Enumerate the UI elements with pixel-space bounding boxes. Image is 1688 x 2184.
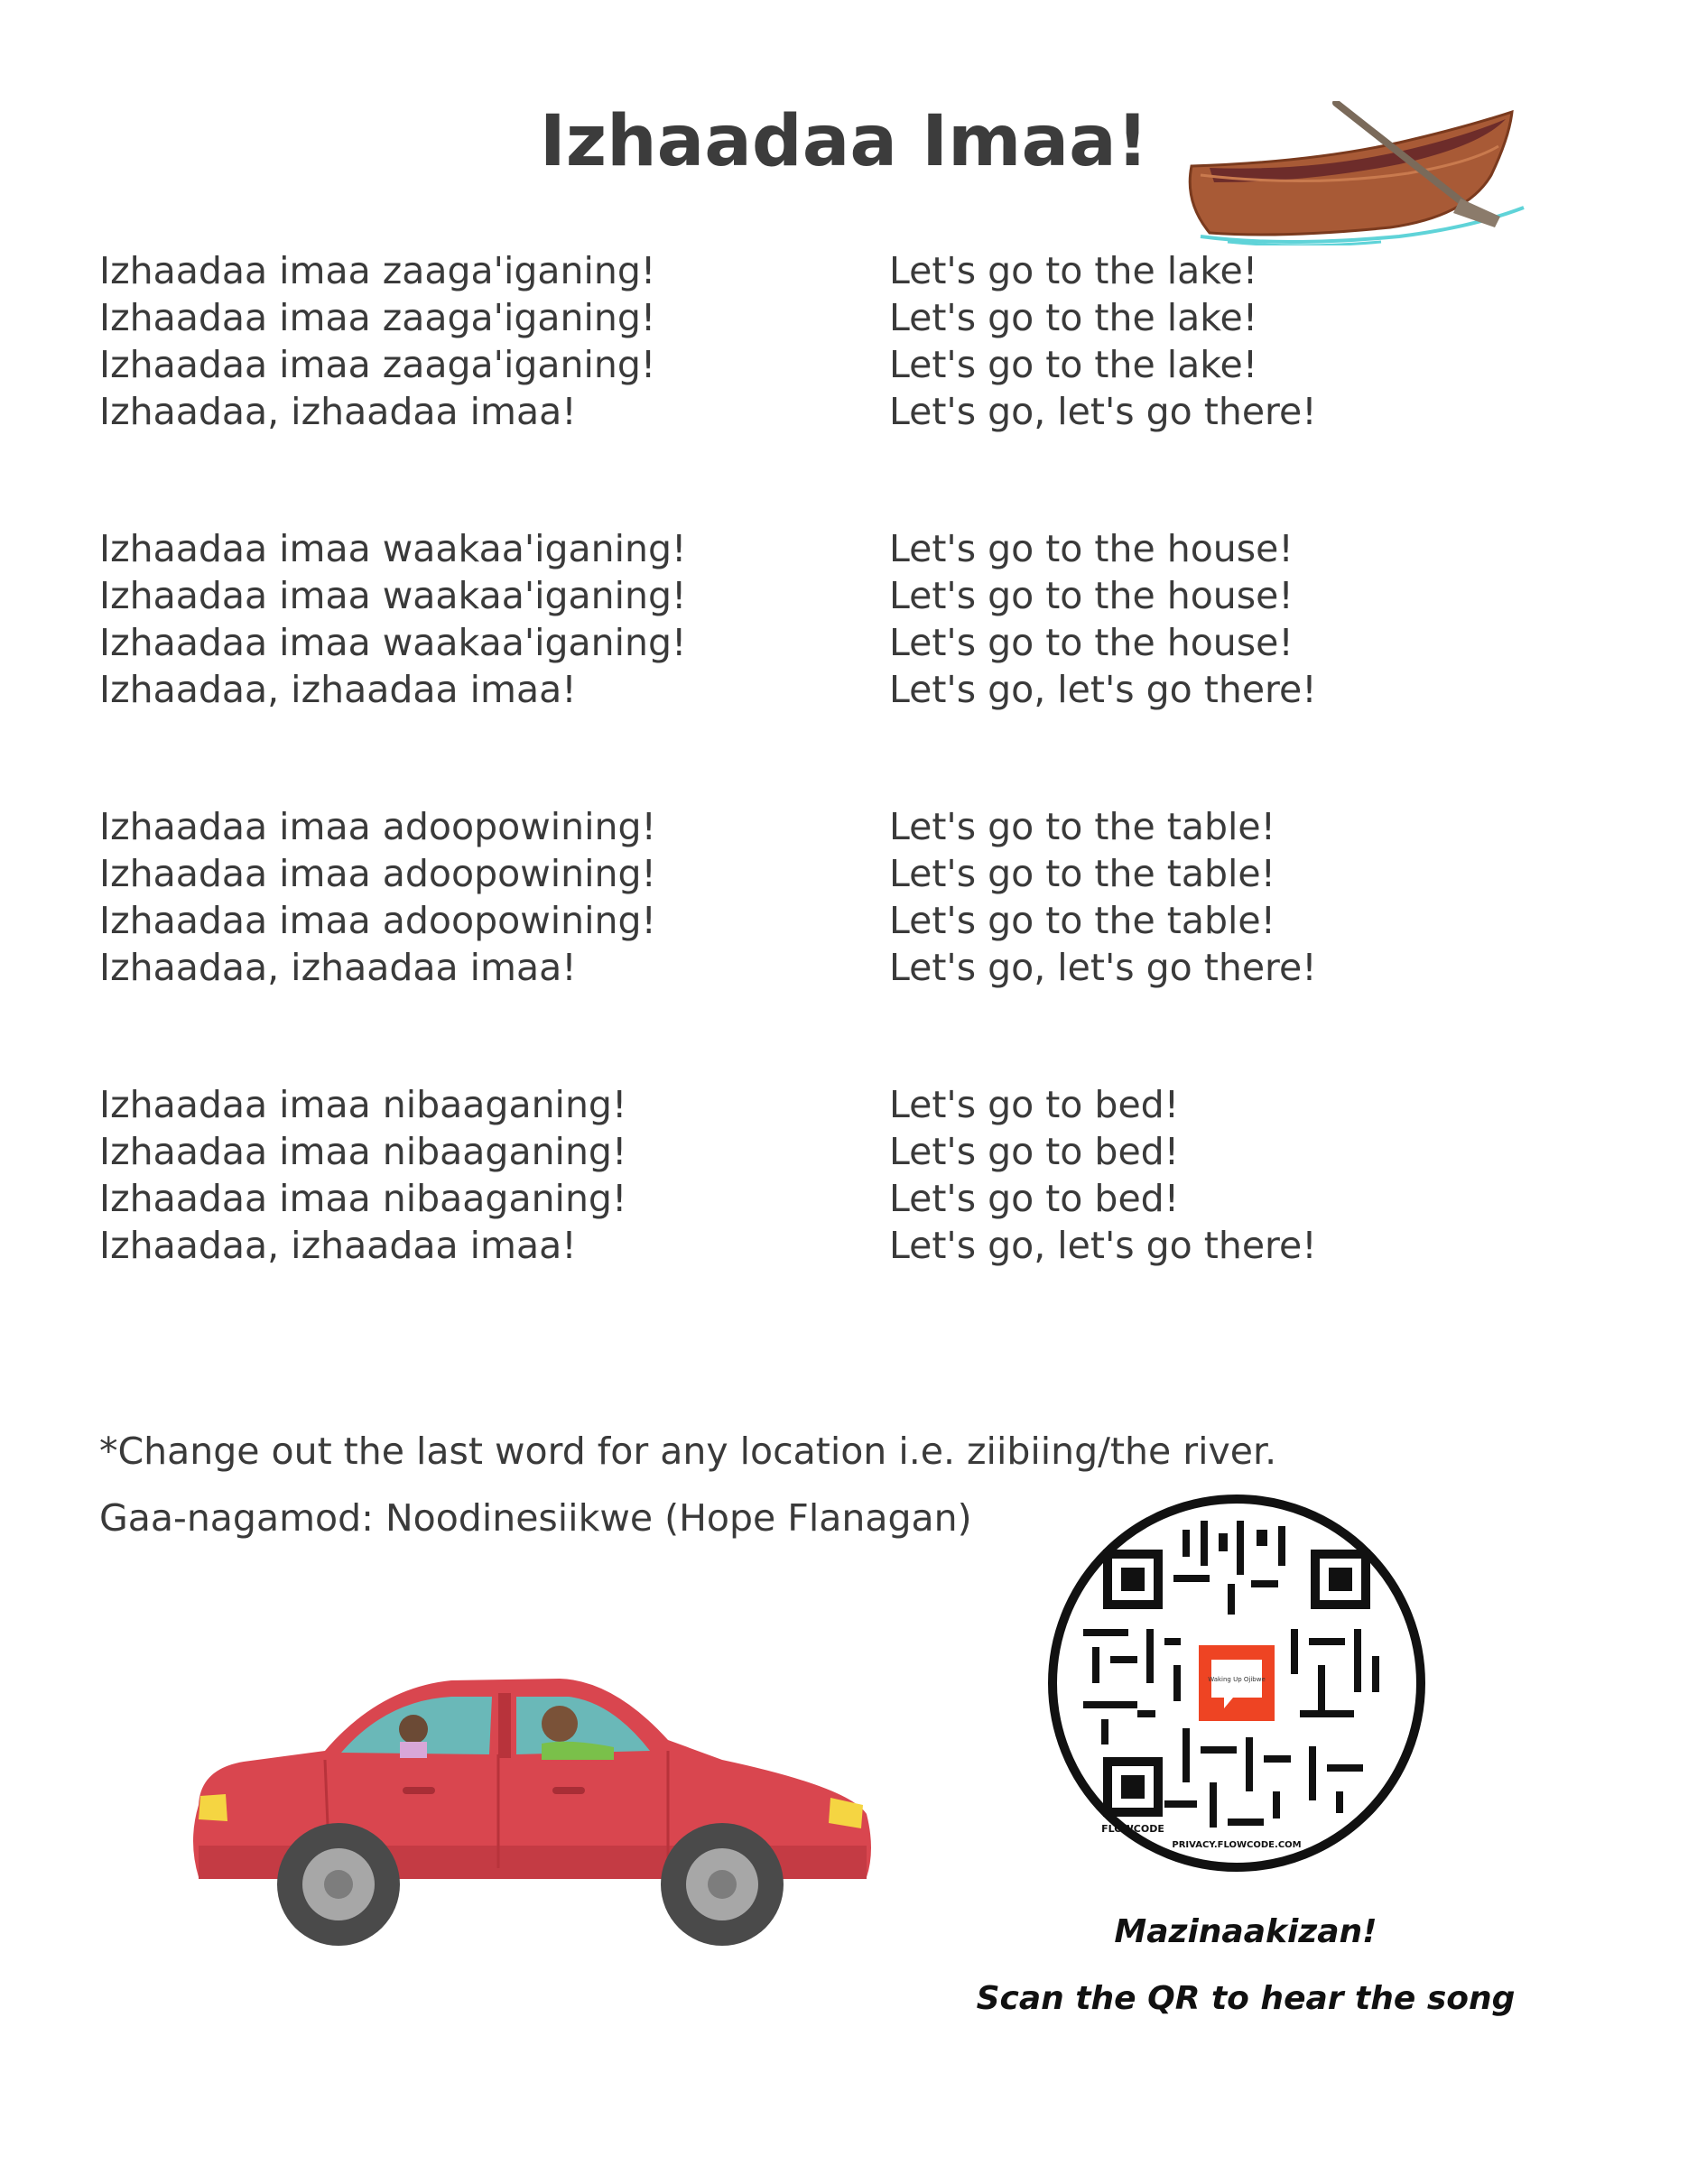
lyric-line: Let's go, let's go there! — [889, 668, 1317, 711]
lyric-line: Izhaadaa imaa zaaga'iganing! — [99, 249, 656, 292]
verse-2-ojibwe — [99, 525, 686, 713]
qr-caption-instructions: Scan the QR to hear the song — [976, 1980, 1516, 2017]
lyric-line: Let's go to the table! — [889, 805, 1276, 848]
verse-4-ojibwe — [99, 1081, 626, 1269]
lyric-line: Let's go to bed! — [889, 1130, 1180, 1173]
lyric-line: Izhaadaa, izhaadaa imaa! — [99, 946, 577, 989]
lyric-line: Izhaadaa imaa waakaa'iganing! — [99, 574, 687, 617]
lyric-line: Izhaadaa imaa nibaaganing! — [99, 1177, 627, 1220]
lyric-line: Let's go to the house! — [889, 527, 1294, 570]
lyric-line: Izhaadaa imaa zaaga'iganing! — [99, 296, 656, 339]
car-illustration — [181, 1661, 885, 1958]
lyric-line: Izhaadaa, izhaadaa imaa! — [99, 390, 577, 433]
verse-1-english — [889, 247, 1317, 435]
lyric-line: Let's go to the table! — [889, 852, 1276, 895]
lyric-line: Let's go to the house! — [889, 621, 1294, 664]
lyric-line: Izhaadaa imaa adoopowining! — [99, 852, 656, 895]
lyric-line: Izhaadaa, izhaadaa imaa! — [99, 668, 577, 711]
qr-code[interactable] — [1047, 1494, 1426, 1873]
lyric-line: Izhaadaa imaa zaaga'iganing! — [99, 343, 656, 386]
qr-caption-title: Mazinaakizan! — [1114, 1913, 1377, 1950]
lyric-line: Izhaadaa imaa nibaaganing! — [99, 1130, 627, 1173]
lyric-line: Izhaadaa imaa adoopowining! — [99, 899, 656, 942]
verse-1-ojibwe — [99, 247, 655, 435]
lyric-line: Izhaadaa imaa adoopowining! — [99, 805, 656, 848]
canoe-illustration — [1173, 101, 1535, 245]
lyric-line: Izhaadaa imaa waakaa'iganing! — [99, 527, 687, 570]
lyric-line: Izhaadaa imaa nibaaganing! — [99, 1083, 627, 1126]
lyric-line: Izhaadaa, izhaadaa imaa! — [99, 1224, 577, 1267]
lyric-line: Let's go to the lake! — [889, 343, 1258, 386]
lyric-line: Let's go to the lake! — [889, 296, 1258, 339]
qr-brand-text: FLOWCODE — [1101, 1823, 1164, 1835]
verse-4-english — [889, 1081, 1317, 1269]
location-note: *Change out the last word for any location i.e. ziibiing/the river. — [99, 1430, 1277, 1473]
lyric-line: Let's go to bed! — [889, 1083, 1180, 1126]
qr-center-text: Waking Up Ojibwe — [1208, 1676, 1266, 1683]
lyric-line: Let's go to the lake! — [889, 249, 1258, 292]
song-credit: Gaa-nagamod: Noodinesiikwe (Hope Flanagan) — [99, 1496, 972, 1540]
lyric-line: Izhaadaa imaa waakaa'iganing! — [99, 621, 687, 664]
lyric-line: Let's go, let's go there! — [889, 1224, 1317, 1267]
verse-3-ojibwe — [99, 803, 656, 991]
qr-privacy-text: PRIVACY.FLOWCODE.COM — [1172, 1840, 1302, 1850]
lyric-line: Let's go to bed! — [889, 1177, 1180, 1220]
lyric-line: Let's go to the table! — [889, 899, 1276, 942]
verse-3-english — [889, 803, 1317, 991]
lyric-line: Let's go to the house! — [889, 574, 1294, 617]
lyric-line: Let's go, let's go there! — [889, 390, 1317, 433]
verse-2-english — [889, 525, 1317, 713]
page-title: Izhaadaa Imaa! — [539, 101, 1149, 182]
lyric-line: Let's go, let's go there! — [889, 946, 1317, 989]
